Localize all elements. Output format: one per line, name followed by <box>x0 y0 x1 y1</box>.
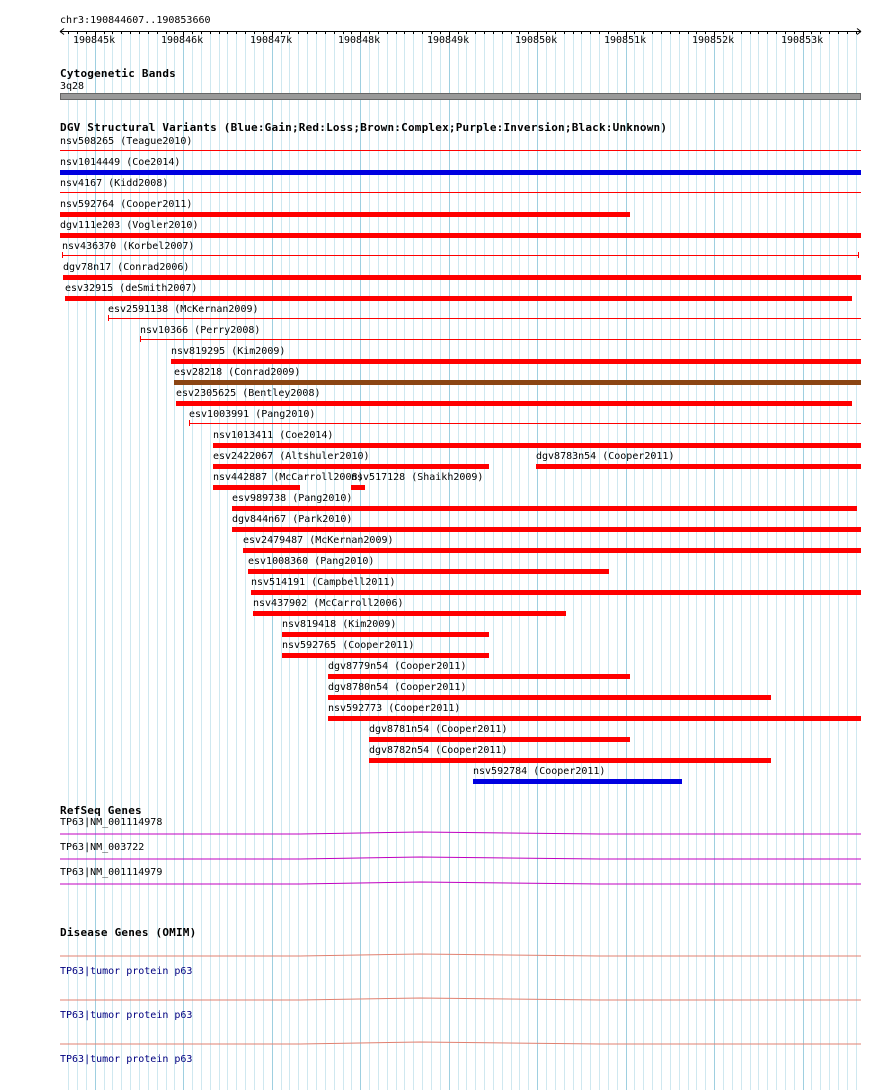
ruler-tick-label: 190852k <box>692 35 735 46</box>
sv-feature-label[interactable]: nsv592764 (Cooper2011) <box>60 199 193 210</box>
omim-gene-model[interactable] <box>0 952 890 960</box>
sv-feature-label[interactable]: nsv592773 (Cooper2011) <box>328 703 461 714</box>
sv-feature-bar[interactable] <box>60 212 630 217</box>
ruler-tick-label: 190848k <box>338 35 381 46</box>
omim-gene-model[interactable] <box>0 996 890 1004</box>
sv-feature-label[interactable]: nsv436370 (Korbel2007) <box>62 241 195 252</box>
sv-feature-label[interactable]: nsv442887 (McCarroll2008) <box>213 472 364 483</box>
sv-feature-label[interactable]: esv989738 (Pang2010) <box>232 493 353 504</box>
sv-feature-label[interactable]: dgv8781n54 (Cooper2011) <box>369 724 508 735</box>
sv-feature-cap <box>858 252 859 258</box>
sv-feature-label[interactable]: nsv437902 (McCarroll2006) <box>253 598 404 609</box>
sv-feature-cap <box>140 336 141 342</box>
sv-feature-label[interactable]: nsv10366 (Perry2008) <box>140 325 261 336</box>
sv-feature-label[interactable]: dgv111e203 (Vogler2010) <box>60 220 199 231</box>
omim-gene-label[interactable]: TP63|tumor protein p63 <box>60 966 193 977</box>
sv-feature-bar[interactable] <box>65 296 852 301</box>
sv-feature-bar[interactable] <box>251 590 861 595</box>
omim-track-title: Disease Genes (OMIM) <box>60 926 197 939</box>
ruler-tick-label: 190849k <box>427 35 470 46</box>
sv-feature-bar[interactable] <box>351 485 365 490</box>
sv-feature-label[interactable]: dgv8780n54 (Cooper2011) <box>328 682 467 693</box>
sv-feature-label[interactable]: nsv1014449 (Coe2014) <box>60 157 181 168</box>
ruler-tick-label: 190845k <box>73 35 116 46</box>
sv-feature-bar[interactable] <box>63 275 861 280</box>
sv-feature-cap <box>62 252 63 258</box>
cytoband-label[interactable]: 3q28 <box>60 81 85 92</box>
sv-feature-label[interactable]: dgv8779n54 (Cooper2011) <box>328 661 467 672</box>
omim-gene-line <box>60 954 861 956</box>
omim-gene-line <box>60 1042 861 1044</box>
cytoband-track-title: Cytogenetic Bands <box>60 67 176 80</box>
sv-feature-bar[interactable] <box>140 339 861 340</box>
sv-feature-bar[interactable] <box>60 192 861 193</box>
cytoband-bar[interactable] <box>60 93 861 100</box>
sv-feature-label[interactable]: esv2479487 (McKernan2009) <box>243 535 394 546</box>
sv-feature-label[interactable]: nsv592765 (Cooper2011) <box>282 640 415 651</box>
sv-feature-cap <box>108 315 109 321</box>
sv-feature-label[interactable]: esv2422067 (Altshuler2010) <box>213 451 370 462</box>
refseq-intron-line <box>60 832 861 834</box>
sv-feature-bar[interactable] <box>213 485 300 490</box>
refseq-gene-label[interactable]: TP63|NM_003722 <box>60 842 145 853</box>
refseq-intron-line <box>60 882 861 884</box>
sv-feature-label[interactable]: dgv844n67 (Park2010) <box>232 514 353 525</box>
sv-feature-label[interactable]: esv2305625 (Bentley2008) <box>176 388 321 399</box>
sv-feature-bar[interactable] <box>176 401 852 406</box>
sv-feature-bar[interactable] <box>536 464 861 469</box>
refseq-intron-line <box>60 857 861 859</box>
sv-feature-bar[interactable] <box>282 653 489 658</box>
sv-feature-label[interactable]: esv28218 (Conrad2009) <box>174 367 301 378</box>
sv-feature-bar[interactable] <box>369 758 771 763</box>
sv-feature-bar[interactable] <box>232 527 861 532</box>
sv-feature-label[interactable]: esv2591138 (McKernan2009) <box>108 304 259 315</box>
sv-feature-bar[interactable] <box>60 233 861 238</box>
ruler-tick-label: 190847k <box>250 35 293 46</box>
refseq-gene-label[interactable]: TP63|NM_001114978 <box>60 817 163 828</box>
sv-feature-bar[interactable] <box>232 506 857 511</box>
sv-feature-cap <box>189 420 190 426</box>
sv-feature-label[interactable]: dgv78n17 (Conrad2006) <box>63 262 190 273</box>
sv-feature-bar[interactable] <box>60 170 861 175</box>
location-label: chr3:190844607..190853660 <box>60 15 211 26</box>
sv-feature-label[interactable]: nsv819295 (Kim2009) <box>171 346 286 357</box>
sv-feature-bar[interactable] <box>243 548 861 553</box>
refseq-gene-model[interactable] <box>0 829 890 837</box>
sv-feature-bar[interactable] <box>248 569 609 574</box>
sv-feature-bar[interactable] <box>213 443 861 448</box>
refseq-gene-model[interactable] <box>0 879 890 887</box>
sv-feature-label[interactable]: nsv592784 (Cooper2011) <box>473 766 606 777</box>
dgv-track-title: DGV Structural Variants (Blue:Gain;Red:Loss;Brown:Complex;Purple:Inversion;Black:Unknown) <box>60 121 668 134</box>
sv-feature-bar[interactable] <box>328 716 861 721</box>
omim-gene-label[interactable]: TP63|tumor protein p63 <box>60 1010 193 1021</box>
sv-feature-label[interactable]: esv1003991 (Pang2010) <box>189 409 316 420</box>
sv-feature-bar[interactable] <box>369 737 630 742</box>
ruler-tick-label: 190853k <box>781 35 824 46</box>
ruler-tick-label: 190850k <box>515 35 558 46</box>
sv-feature-bar[interactable] <box>174 380 861 385</box>
sv-feature-bar[interactable] <box>60 150 861 151</box>
refseq-gene-model[interactable] <box>0 854 890 862</box>
sv-feature-bar[interactable] <box>282 632 489 637</box>
sv-feature-bar[interactable] <box>189 423 861 424</box>
sv-feature-bar[interactable] <box>253 611 566 616</box>
sv-feature-bar[interactable] <box>213 464 489 469</box>
sv-feature-label[interactable]: esv1008360 (Pang2010) <box>248 556 375 567</box>
sv-feature-label[interactable]: dgv8782n54 (Cooper2011) <box>369 745 508 756</box>
sv-feature-bar[interactable] <box>171 359 861 364</box>
sv-feature-bar[interactable] <box>62 255 859 256</box>
sv-feature-label[interactable]: nsv514191 (Campbell2011) <box>251 577 396 588</box>
omim-gene-model[interactable] <box>0 1040 890 1048</box>
ruler-tick-label: 190851k <box>604 35 647 46</box>
sv-feature-bar[interactable] <box>328 695 771 700</box>
sv-feature-label[interactable]: nsv508265 (Teague2010) <box>60 136 193 147</box>
refseq-track-title: RefSeq Genes <box>60 804 142 817</box>
ruler-tick-label: 190846k <box>161 35 204 46</box>
refseq-gene-label[interactable]: TP63|NM_001114979 <box>60 867 163 878</box>
sv-feature-label[interactable]: nsv517128 (Shaikh2009) <box>351 472 484 483</box>
sv-feature-bar[interactable] <box>108 318 861 319</box>
sv-feature-label[interactable]: nsv1013411 (Coe2014) <box>213 430 334 441</box>
sv-feature-bar[interactable] <box>328 674 630 679</box>
sv-feature-bar[interactable] <box>473 779 682 784</box>
omim-gene-label[interactable]: TP63|tumor protein p63 <box>60 1054 193 1065</box>
sv-feature-label[interactable]: dgv8783n54 (Cooper2011) <box>536 451 675 462</box>
sv-feature-label[interactable]: nsv4167 (Kidd2008) <box>60 178 169 189</box>
sv-feature-label[interactable]: esv32915 (deSmith2007) <box>65 283 198 294</box>
sv-feature-label[interactable]: nsv819418 (Kim2009) <box>282 619 397 630</box>
omim-gene-line <box>60 998 861 1000</box>
